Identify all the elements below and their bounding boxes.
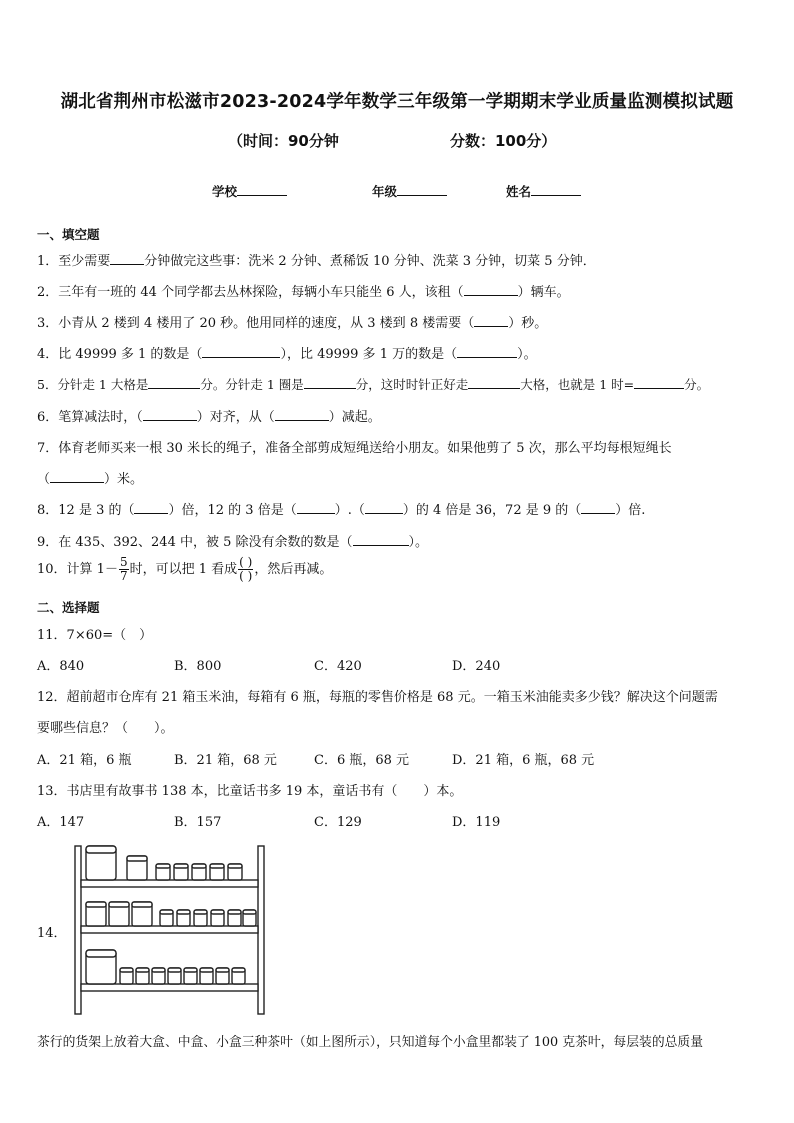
q12-option-c[interactable]: C．6 瓶，68 元	[314, 753, 410, 768]
q12-option-d[interactable]: D．21 箱，6 瓶，68 元	[452, 753, 595, 768]
q4-text-a: 4．比 49999 多 1 的数是（	[37, 347, 203, 362]
question-7	[37, 437, 672, 456]
q12-option-a[interactable]: A．21 箱，6 瓶	[37, 753, 132, 768]
q3-text-b: ）秒。	[508, 316, 548, 331]
question-5	[37, 375, 709, 393]
school-field	[212, 182, 287, 200]
fraction-numerator: 5	[119, 555, 128, 569]
question-14-text: 茶行的货架上放着大盒、中盒、小盒三种茶叶（如上图所示），只知道每个小盒里都装了 100 克茶叶，每层装的总质量	[37, 1035, 704, 1050]
tea-shelf-illustration	[72, 842, 268, 1018]
question-14-number: 14．	[37, 926, 67, 941]
shelf-post-left	[75, 846, 81, 1014]
q3-blank[interactable]	[474, 313, 508, 327]
q13-option-a[interactable]: A．147	[37, 815, 85, 830]
shelf-board-middle	[81, 926, 258, 933]
q5-blank-4[interactable]	[634, 375, 684, 389]
question-6	[37, 406, 381, 425]
school-label: 学校	[212, 184, 238, 199]
q10-text-b: 时，可以把 1 看成	[129, 562, 238, 577]
grade-field	[372, 182, 447, 200]
q5-blank-3[interactable]	[468, 375, 520, 389]
q5-blank-1[interactable]	[148, 375, 200, 389]
q8-text-d: ）的 4 倍是 36，72 是 9 的（	[402, 503, 582, 518]
q4-text-b: ），比 49999 多 1 万的数是（	[280, 347, 458, 362]
time-label: （时间：90分钟	[228, 132, 339, 150]
score-label: 分数：100分）	[450, 132, 557, 150]
question-8	[37, 499, 645, 518]
name-blank[interactable]	[531, 183, 581, 196]
top-layer-boxes	[86, 846, 242, 880]
q7-text-c: ）米。	[104, 472, 144, 487]
q5-blank-2[interactable]	[304, 375, 356, 389]
q11-option-b[interactable]: B．800	[174, 659, 222, 674]
page-title: 湖北省荆州市松滋市2023-2024学年数学三年级第一学期期末学业质量监测模拟试题	[60, 92, 734, 112]
question-12-cont: 要哪些信息？（ ）。	[37, 721, 174, 736]
q11-option-c[interactable]: C．420	[314, 659, 362, 674]
fraction-blank[interactable]	[238, 556, 253, 583]
q7-text-a: 7．体育老师买来一根 30 米长的绳子，准备全部剪成短绳送给小朋友。如果他剪了 5 次，那么平均每根短绳长	[37, 441, 672, 456]
q1-text-b: 分钟做完这些事：洗米 2 分钟、煮稀饭 10 分钟、洗菜 3 分钟，切菜 5 分钟．	[144, 254, 596, 269]
q5-text-c: 分，这时时针正好走	[355, 377, 469, 392]
q8-text-e: ）倍.	[615, 503, 646, 518]
q13-option-c[interactable]: C．129	[314, 815, 362, 830]
q9-text-b: ）。	[408, 535, 429, 550]
q8-text-a: 8．12 是 3 的（	[37, 503, 135, 518]
q3-text-a: 3．小青从 2 楼到 4 楼用了 20 秒。他用同样的速度，从 3 楼到 8 楼需要（	[37, 316, 475, 331]
name-field	[506, 182, 581, 200]
q2-text-b: ）辆车。	[517, 285, 570, 300]
question-12: 12．超前超市仓库有 21 箱玉米油，每箱有 6 瓶，每瓶的零售价格是 68 元。一箱玉米油能卖多少钱？解决这个问题需	[37, 690, 718, 705]
shelf-board-bottom	[81, 984, 258, 991]
q1-blank[interactable]	[110, 251, 144, 265]
q6-blank-1[interactable]	[143, 407, 197, 421]
q13-option-d[interactable]: D．119	[452, 815, 501, 830]
q8-blank-4[interactable]	[581, 500, 615, 514]
q10-text-c: ，然后再减。	[254, 562, 333, 577]
grade-label: 年级	[372, 184, 398, 199]
question-9	[37, 531, 428, 550]
question-1	[37, 250, 596, 269]
q10-text-a: 10．计算 1－	[37, 562, 118, 577]
q6-text-c: ）减起。	[328, 410, 381, 425]
question-10	[37, 556, 332, 583]
q6-text-b: ）对齐，从（	[196, 410, 275, 425]
section-choice-heading: 二、选择题	[37, 600, 100, 615]
q7-blank[interactable]	[50, 469, 104, 483]
q9-text-a: 9．在 435、392、244 中，被 5 除没有余数的数是（	[37, 535, 353, 550]
question-11: 11．7×60=（ ）	[37, 628, 153, 643]
q4-text-c: ）。	[517, 347, 537, 362]
middle-layer-boxes	[86, 902, 256, 926]
shelf-post-right	[258, 846, 264, 1014]
q4-blank-2[interactable]	[457, 344, 517, 358]
q5-text-e: 分。	[684, 377, 710, 392]
q11-option-d[interactable]: D．240	[452, 659, 501, 674]
q8-text-c: ）.（	[334, 503, 365, 518]
q11-option-a[interactable]: A．840	[37, 659, 85, 674]
q7-text-b: （	[37, 472, 51, 487]
q5-text-a: 5．分针走 1 大格是	[37, 377, 149, 392]
fraction-denominator: 7	[119, 569, 128, 583]
q2-text-a: 2．三年有一班的 44 个同学都去丛林探险，每辆小车只能坐 6 人，该租（	[37, 285, 464, 300]
q8-text-b: ）倍，12 的 3 倍是（	[168, 503, 297, 518]
grade-blank[interactable]	[397, 183, 447, 196]
q8-blank-2[interactable]	[297, 500, 335, 514]
q4-blank-1[interactable]	[202, 344, 280, 358]
section-fill-heading: 一、填空题	[37, 227, 100, 242]
q9-blank[interactable]	[353, 532, 409, 546]
q6-text-a: 6．笔算减法时，（	[37, 410, 143, 425]
fraction-blank-numerator: ( )	[239, 555, 253, 569]
question-7-cont	[37, 468, 143, 487]
bottom-layer-boxes	[86, 950, 245, 984]
question-13: 13．书店里有故事书 138 本，比童话书多 19 本，童话书有（ ）本。	[37, 784, 463, 799]
q12-option-b[interactable]: B．21 箱，68 元	[174, 753, 277, 768]
q6-blank-2[interactable]	[275, 407, 329, 421]
q13-option-b[interactable]: B．157	[174, 815, 222, 830]
question-4	[37, 343, 537, 362]
q8-blank-3[interactable]	[365, 500, 403, 514]
question-2	[37, 281, 570, 300]
school-blank[interactable]	[237, 183, 287, 196]
shelf-board-top	[81, 880, 258, 887]
fraction-blank-denominator: ( )	[239, 569, 253, 583]
fraction-5-7	[119, 556, 129, 583]
q2-blank[interactable]	[464, 282, 518, 296]
q8-blank-1[interactable]	[134, 500, 168, 514]
question-3	[37, 312, 547, 331]
q5-text-d: 大格，也就是 1 时=	[520, 377, 635, 392]
q5-text-b: 分。分针走 1 圈是	[200, 377, 304, 392]
q1-text-a: 1．至少需要	[37, 254, 111, 269]
name-label: 姓名	[506, 184, 532, 199]
